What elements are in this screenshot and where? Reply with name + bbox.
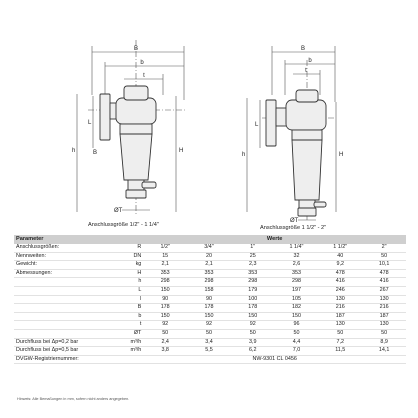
row-value: 179: [231, 286, 275, 295]
row-value: 478: [362, 269, 406, 278]
label-t-right: t: [305, 68, 307, 74]
row-value: 298: [231, 278, 275, 287]
label-b: b: [140, 60, 144, 66]
row-value: 130: [362, 295, 406, 304]
row-value: 416: [362, 278, 406, 287]
table-row: [14, 329, 406, 338]
row-parameter: Abmessungen:: [14, 269, 118, 278]
row-value: 96: [275, 321, 319, 330]
row-value: 50: [275, 329, 319, 338]
table-row: [14, 312, 406, 321]
row-unit: ØT: [118, 329, 144, 338]
caption-right: Anschlussgröße 1 1/2" - 2": [260, 225, 327, 231]
row-value: 1/2": [143, 244, 187, 252]
row-value: 150: [187, 312, 231, 321]
row-value: 6,2: [231, 347, 275, 356]
filter-left: [100, 86, 156, 198]
table-row: [14, 304, 406, 313]
table-row-dvgw: [14, 355, 406, 364]
row-value: 2,4: [143, 338, 187, 347]
table-header-row: [14, 235, 406, 244]
label-C: B: [93, 150, 98, 156]
table-row: [14, 261, 406, 270]
row-unit: B: [118, 304, 144, 313]
row-unit: l: [118, 295, 144, 304]
row-value: 1 1/4": [275, 244, 319, 252]
row-value: 3,8: [143, 347, 187, 356]
row-value: 150: [231, 312, 275, 321]
row-unit: b: [118, 312, 144, 321]
table-row: [14, 278, 406, 287]
row-value: 2,1: [187, 261, 231, 270]
row-value: 4,4: [275, 338, 319, 347]
row-value: 50: [362, 252, 406, 261]
footnote: Hinweis: Alle Bemaßungen in mm, sofern nicht anders angegeben.: [17, 397, 130, 401]
row-unit: R: [118, 244, 144, 252]
label-h: h: [72, 148, 76, 154]
row-value: 353: [143, 269, 187, 278]
row-unit: m³/h: [118, 347, 144, 356]
row-value: 105: [275, 295, 319, 304]
row-value: 2,3: [231, 261, 275, 270]
row-value: 50: [187, 329, 231, 338]
row-unit: H: [118, 269, 144, 278]
row-value: 178: [143, 304, 187, 313]
row-value: 50: [362, 329, 406, 338]
row-value: 92: [187, 321, 231, 330]
row-parameter: Gewicht:: [14, 261, 118, 270]
row-value: 353: [275, 269, 319, 278]
row-value: 1 1/2": [318, 244, 362, 252]
row-value: 8,9: [362, 338, 406, 347]
dvgw-label: DVGW-Registriernummer:: [14, 355, 118, 364]
row-value: 15: [143, 252, 187, 261]
row-unit: m³/h: [118, 338, 144, 347]
row-value: 92: [231, 321, 275, 330]
row-value: 1": [231, 244, 275, 252]
row-value: 50: [231, 329, 275, 338]
row-value: 150: [143, 312, 187, 321]
row-value: 216: [362, 304, 406, 313]
label-H: H: [179, 148, 184, 154]
row-value: 40: [318, 252, 362, 261]
row-value: 353: [231, 269, 275, 278]
dvgw-value: NW-9301 CL 0456: [143, 355, 406, 364]
table-row: [14, 269, 406, 278]
row-value: 246: [318, 286, 362, 295]
row-parameter: Durchfluss bei Δp=0,2 bar: [14, 338, 118, 347]
row-unit: L: [118, 286, 144, 295]
row-value: 100: [231, 295, 275, 304]
row-parameter: [14, 329, 118, 338]
label-H-right: H: [339, 152, 344, 158]
row-value: 3,4: [187, 338, 231, 347]
row-value: 187: [318, 312, 362, 321]
row-value: 150: [275, 312, 319, 321]
filter-right: [266, 90, 326, 216]
spec-table: [14, 235, 406, 364]
label-T: ØT: [114, 208, 123, 214]
label-B-right: B: [300, 46, 306, 52]
label-t: t: [143, 73, 145, 79]
label-L-right: L: [255, 122, 259, 128]
row-unit: kg: [118, 261, 144, 270]
row-parameter: Durchfluss bei Δp=0,5 bar: [14, 347, 118, 356]
row-value: 416: [318, 278, 362, 287]
row-value: 90: [187, 295, 231, 304]
row-parameter: [14, 321, 118, 330]
row-value: 197: [275, 286, 319, 295]
row-value: 32: [275, 252, 319, 261]
label-b-right: b: [308, 58, 312, 64]
row-value: 182: [275, 304, 319, 313]
row-value: 298: [143, 278, 187, 287]
table-row: [14, 295, 406, 304]
row-value: 92: [143, 321, 187, 330]
row-parameter: [14, 304, 118, 313]
row-value: 50: [143, 329, 187, 338]
table-row: [14, 338, 406, 347]
row-value: 9,2: [318, 261, 362, 270]
row-parameter: [14, 278, 118, 287]
row-parameter: [14, 295, 118, 304]
row-parameter: [14, 312, 118, 321]
header-values: Werte: [143, 235, 406, 244]
row-value: 7,2: [318, 338, 362, 347]
row-parameter: Nennweiten:: [14, 252, 118, 261]
table-row: [14, 252, 406, 261]
row-value: 353: [187, 269, 231, 278]
row-value: 14,1: [362, 347, 406, 356]
row-value: 10,1: [362, 261, 406, 270]
row-value: 20: [187, 252, 231, 261]
row-value: 2": [362, 244, 406, 252]
row-value: 298: [187, 278, 231, 287]
row-value: 130: [318, 295, 362, 304]
row-value: 298: [275, 278, 319, 287]
row-value: 158: [187, 286, 231, 295]
row-value: 216: [318, 304, 362, 313]
table-row: [14, 244, 406, 252]
row-unit: t: [118, 321, 144, 330]
row-value: 178: [231, 304, 275, 313]
row-parameter: [14, 286, 118, 295]
row-value: 2,1: [143, 261, 187, 270]
label-L: L: [88, 120, 92, 126]
row-value: 178: [187, 304, 231, 313]
table-row: [14, 321, 406, 330]
row-value: 3/4": [187, 244, 231, 252]
row-unit: DN: [118, 252, 144, 261]
row-value: 3,9: [231, 338, 275, 347]
row-value: 7,0: [275, 347, 319, 356]
label-T-right: ØT: [290, 218, 299, 224]
row-value: 11,5: [318, 347, 362, 356]
row-value: 5,5: [187, 347, 231, 356]
table-row: [14, 347, 406, 356]
row-value: 130: [362, 321, 406, 330]
row-value: 187: [362, 312, 406, 321]
header-parameter: Parameter: [14, 235, 118, 244]
row-value: 2,6: [275, 261, 319, 270]
row-unit: h: [118, 278, 144, 287]
caption-left: Anschlussgröße 1/2" - 1 1/4": [88, 222, 159, 228]
row-value: 130: [318, 321, 362, 330]
label-B: B: [133, 46, 139, 52]
label-h-right: h: [242, 152, 246, 158]
row-value: 25: [231, 252, 275, 261]
table-row: [14, 286, 406, 295]
row-value: 90: [143, 295, 187, 304]
row-value: 50: [318, 329, 362, 338]
row-value: 478: [318, 269, 362, 278]
row-parameter: Anschlussgrößen:: [14, 244, 118, 252]
row-value: 267: [362, 286, 406, 295]
row-value: 150: [143, 286, 187, 295]
